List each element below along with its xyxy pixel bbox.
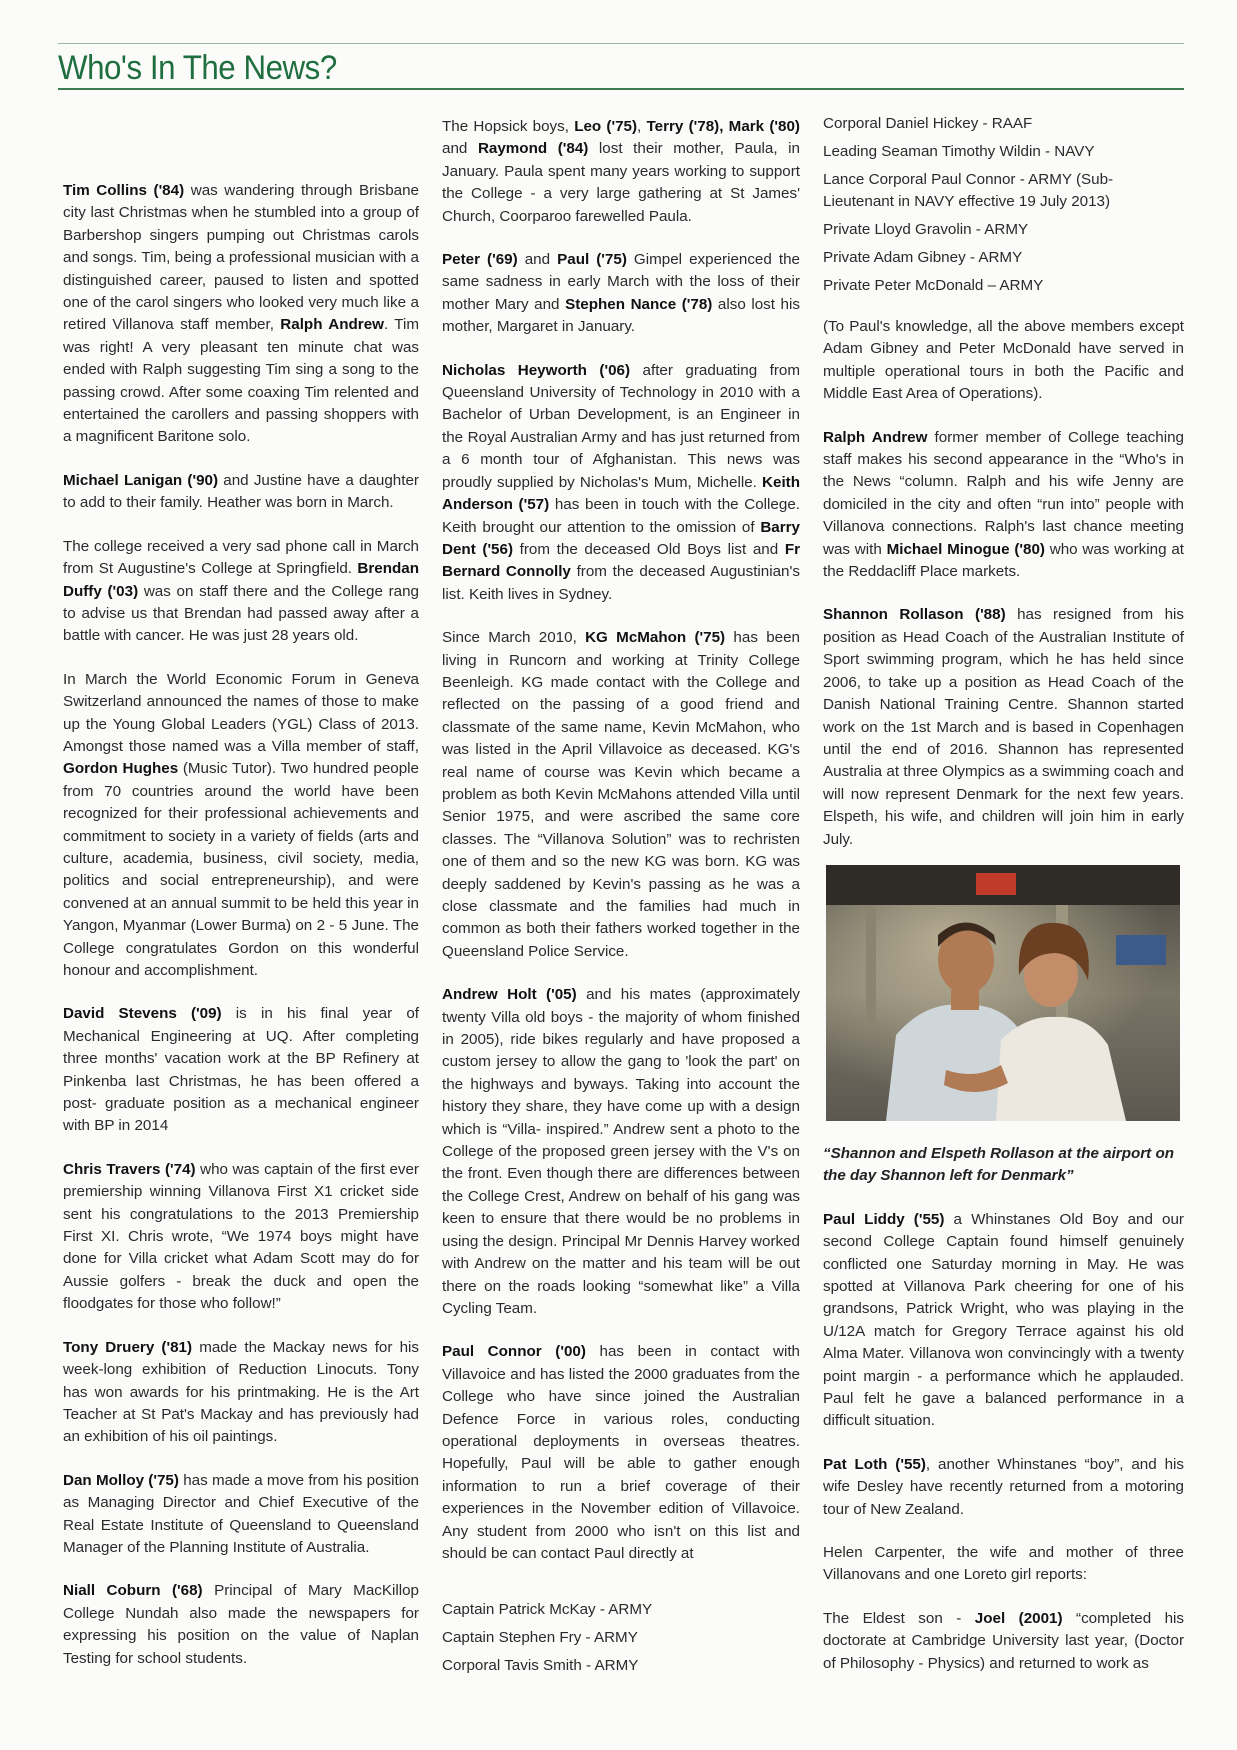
article-shannon-rollason: Shannon Rollason ('88) has resigned from his position as Head Coach of the Australian Institute of Sport swimming program, which he has held since 2006, to take up a position as Head Coach of the Danish National Training Centre. Shannon started work on the 1st March and is based in Copenhagen until the end of 2016. Shannon has represented Australia at three Olympics as a swimming coach and will now represent Denmark for the next few years. Elspeth, his wife, and children will join him in early July. <box>823 606 1185 848</box>
article-michael-lanigan: Michael Lanigan ('90) and Justine have a daughter to add to their family. Heather was born in March. <box>63 471 419 512</box>
article-paul-liddy: Paul Liddy ('55) a Whinstanes Old Boy and our second College Captain found himself genuinely conflicted one Saturday morning in May. He was spotted at Villanova Park cheering for one of his grandsons, Patrick Wright, who was playing in the U/12A match for Gregory Terrace against his old Alma Mater. Villanova won convincingly with a twenty point margin - a performance which he applauded. Paul felt he gave a balanced performance in a difficult situation. <box>823 1210 1184 1430</box>
article-dan-molloy: Dan Molloy ('75) has made a move from his position as Managing Director and Chief Executive of the Real Estate Institute of Queensland to Queensland Manager of the Planning Institute of Australia. <box>63 1471 419 1556</box>
article-chris-travers: Chris Travers ('74) who was captain of the first ever premiership winning Villanova First X1 cricket side sent his congratulations to the 2013 Premiership First XI. Chris wrote, “We 1974 boys might have done for Villa cricket what Adam Scott may do for Aussie golfers - break the duck and open the floodgates for those who follow!” <box>63 1160 419 1313</box>
column-1 <box>63 180 419 1691</box>
list-item: Corporal Daniel Hickey - RAAF <box>823 115 1033 132</box>
article-david-stevens: David Stevens ('09) is in his final year of Mechanical Engineering at UQ. After completing three months' vacation work at the BP Refinery at Pinkenba last Christmas, he has been offered a post- graduate position as a mechanical engineer with BP in 2014 <box>63 1005 420 1135</box>
list-item: Lance Corporal Paul Connor - ARMY (Sub-Lieutenant in NAVY effective 19 July 2013) <box>823 171 1114 210</box>
airport-photo-image <box>826 865 1180 1121</box>
header-rule-top <box>58 43 1184 44</box>
list-item: Private Peter McDonald – ARMY <box>823 277 1044 294</box>
list-item: Private Adam Gibney - ARMY <box>823 249 1023 266</box>
article-andrew-holt: Andrew Holt ('05) and his mates (approximately twenty Villa old boys - the majority of whom finished in 2005), ride bikes regularly and have proposed a custom jersey to allow the gang to 'look the part' on the highways and byways. Taking into account the history they share, they have come up with a design which is “Villa- inspired.” Andrew sent a photo to the College of the proposed green jersey with the V's on the front. Even though there are differences between the College Crest, Andrew on behalf of his gang was keen to ensure that there would be no problems in using the design. Principal Mr Dennis Harvey worked with Andrew on the matter and his team will be out there on the roads looking “somewhat like” a Villa Cycling Team. <box>442 986 800 1317</box>
article-hopsick: The Hopsick boys, Leo ('75), Terry ('78), Mark ('80) and Raymond ('84) lost their mother, Paula, in January. Paula spent many years working to support the College - a very large gathering at St James' Church, Coorparoo farewelled Paula. <box>442 118 800 225</box>
column-2 <box>442 116 800 1680</box>
article-kg-mcmahon: Since March 2010, KG McMahon ('75) has been living in Runcorn and working at Trinity College Beenleigh. KG made contact with the College and reflected on the passing of a good friend and classmate of the same name, Kevin McMahon, who was listed in the April Villavoice as deceased. KG's real name of course was Kevin which became a problem as both Kevin McMahons attended Villa until Senior 1975, and were ascribed the same core classes. The “Villanova Solution” was to rechristen one of them and so the new KG was born. KG was deeply saddened by Kevin's passing as he was a close classmate and the families had much in common as both their fathers worked together in the Queensland Police Service. <box>442 629 800 960</box>
article-ralph-andrew: Ralph Andrew former member of College teaching staff makes his second appearance in the “Who's in the News “column. Ralph and his wife Jenny are domiciled in the city and often “run into” people with Villanova connections. Ralph's last chance meeting was with Michael Minogue ('80) who was working at the Reddacliff Place markets. <box>823 428 1184 581</box>
defence-force-list-part2 <box>823 110 1184 300</box>
header-rule-bottom <box>58 88 1184 90</box>
article-gimpel: Peter ('69) and Paul ('75) Gimpel experienced the same sadness in early March with the loss of their mother Mary and Stephen Nance ('78) also lost his mother, Margaret in January. <box>442 251 800 336</box>
column-3 <box>823 110 1184 1696</box>
article-paul-connor: Paul Connor ('00) has been in contact with Villavoice and has listed the 2000 graduates from the College who have since joined the Australian Defence Force in various roles, conducting operational deployments in overseas theatres. Hopefully, Paul will be able to gather enough information to run a brief coverage of their experiences in the November edition of Villavoice. Any student from 2000 who isn't on this list and should be can contact Paul directly at <box>442 1343 801 1562</box>
article-tony-druery: Tony Druery ('81) made the Mackay news for his week-long exhibition of Reduction Linocuts. Tony has won awards for his printmaking. He is the Art Teacher at St Pat's Mackay and has previously had an exhibition of his oil paintings. <box>63 1338 419 1446</box>
article-niall-coburn: Niall Coburn ('68) Principal of Mary MacKillop College Nundah also made the newspapers for expressing his position on the value of Naplan Testing for school students. <box>63 1582 419 1667</box>
article-tim-collins: Tim Collins ('84) was wandering through Brisbane city last Christmas when he stumbled into a group of Barbershop singers pumping out Christmas carols and songs. Tim, being a professional musician with a distinguished career, paused to listen and spotted one of the carol singers who looked very much like a retired Villanova staff member, Ralph Andrew. Tim was right! A very pleasant ten minute chat was ended with Ralph suggesting Tim sing a song to the passing crowd. After some coaxing Tim relented and entertained the carollers and passing shoppers with a magnificent Baritone solo. <box>63 182 419 446</box>
article-nicholas-heyworth: Nicholas Heyworth ('06) after graduating from Queensland University of Technology in 2010 with a Bachelor of Urban Development, is an Engineer in the Royal Australian Army and has just returned from a 6 month tour of Afghanistan. This news was proudly supplied by Nicholas's Mum, Michelle. Keith Anderson ('57) has been in touch with the College. Keith brought our attention to the omission of Barry Dent ('56) from the deceased Old Boys list and Fr Bernard Connolly from the deceased Augustinian's list. Keith lives in Sydney. <box>442 361 801 603</box>
article-service-note: (To Paul's knowledge, all the above members except Adam Gibney and Peter McDonald have served in multiple operational tours in both the Pacific and Middle East Area of Operations). <box>823 318 1184 403</box>
article-brendan-duffy: The college received a very sad phone call in March from St Augustine's College at Springfield. Brendan Duffy ('03) was on staff there and the College rang to advise us that Brendan had passed away after a battle with cancer. He was just 28 years old. <box>63 537 419 645</box>
photo-caption: “Shannon and Elspeth Rollason at the airport on the day Shannon left for Denmark” <box>823 1144 1175 1185</box>
list-item: Captain Stephen Fry - ARMY <box>442 1629 638 1647</box>
list-item: Corporal Tavis Smith - ARMY <box>442 1657 639 1675</box>
article-helen-carpenter: Helen Carpenter, the wife and mother of three Villanovans and one Loreto girl reports: <box>823 1544 1184 1584</box>
article-joel-carpenter: The Eldest son - Joel (2001) “completed his doctorate at Cambridge University last year, (Doctor of Philosophy - Physics) and returned to work as <box>823 1609 1185 1672</box>
defence-force-list-part1 <box>442 1596 800 1680</box>
list-item: Captain Patrick McKay - ARMY <box>442 1601 653 1619</box>
page-title: Who's In The News? <box>58 49 337 87</box>
article-pat-loth: Pat Loth ('55), another Whinstanes “boy”, and his wife Desley have recently returned from a motoring tour of New Zealand. <box>823 1455 1184 1518</box>
list-item: Private Lloyd Gravolin - ARMY <box>823 221 1029 238</box>
article-gordon-hughes: In March the World Economic Forum in Geneva Switzerland announced the names of those to make up the Young Global Leaders (YGL) Class of 2013. Amongst those named was a Villa member of staff, Gordon Hughes (Music Tutor). Two hundred people from 70 countries around the world have been recognized for their professional achievements and commitment to society in a variety of fields (arts and culture, academia, business, civil society, media, politics and social entrepreneurship), and were convened at an annual summit to be held this year in Yangon, Myanmar (Lower Burma) on 2 - 5 June. The College congratulates Gordon on this wonderful honour and accomplishment. <box>63 670 419 979</box>
rollason-photo <box>826 865 1180 1121</box>
list-item: Leading Seaman Timothy Wildin - NAVY <box>823 143 1095 160</box>
